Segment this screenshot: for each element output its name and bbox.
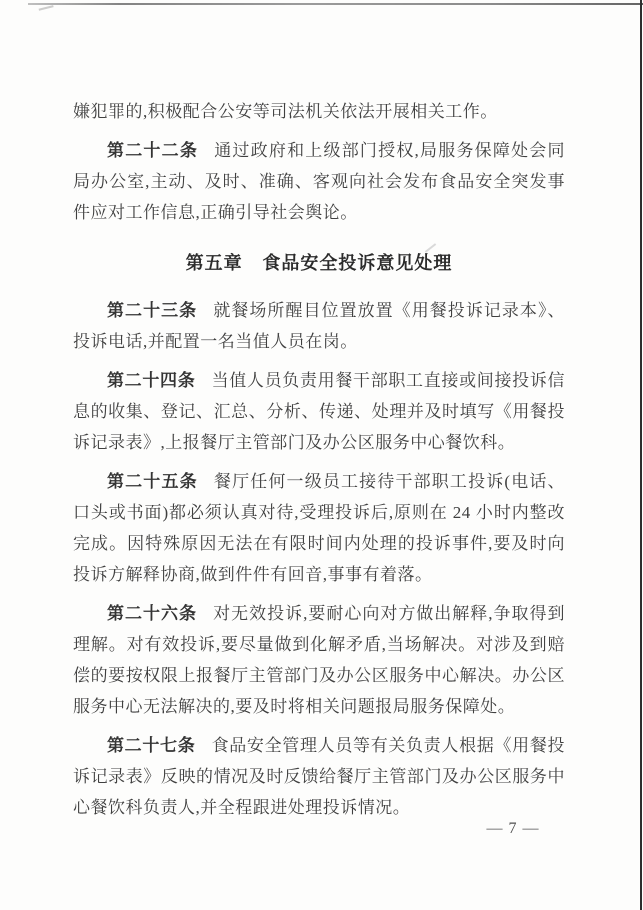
article-27-text: 食品安全管理人员等有关负责人根据《用餐投诉记录表》反映的情况及时反馈给餐厅主管部门及办公区服务中心餐饮科负责人,并全程跟进处理投诉情况。 xyxy=(73,736,566,817)
scan-artifact-top-line xyxy=(28,3,643,5)
continuation-text: 嫌犯罪的,积极配合公安等司法机关依法开展相关工作。 xyxy=(73,102,498,121)
chapter-heading xyxy=(73,248,565,279)
scan-artifact-right-edge-line xyxy=(640,0,642,910)
article-26-number: 第二十六条 xyxy=(107,604,197,623)
article-23-text: 就餐场所醒目位置放置《用餐投诉记录本》、投诉电话,并配置一名当值人员在岗。 xyxy=(73,301,566,351)
article-24-text: 当值人员负责用餐干部职工直接或间接投诉信息的收集、登记、汇总、分析、传递、处理并及时填写《用餐投诉记录表》,上报餐厅主管部门及办公区服务中心餐饮科。 xyxy=(73,371,566,452)
chapter-label: 第五章 xyxy=(185,253,243,273)
article-22-text: 通过政府和上级部门授权,局服务保障处会同局办公室,主动、及时、准确、客观向社会发布食品安全突发事件应对工作信息,正确引导社会舆论。 xyxy=(73,141,566,222)
article-25-number: 第二十五条 xyxy=(107,472,198,491)
document-content xyxy=(73,96,565,823)
article-22-number: 第二十二条 xyxy=(107,141,199,160)
paragraph-article-25 xyxy=(73,466,565,590)
article-27-number: 第二十七条 xyxy=(107,736,196,755)
paragraph-article-23 xyxy=(73,295,565,357)
scan-artifact-corner-mark xyxy=(37,0,53,10)
article-23-number: 第二十三条 xyxy=(107,301,198,320)
paragraph-article-22 xyxy=(73,135,565,228)
article-26-text: 对无效投诉,要耐心向对方做出解释,争取得到理解。对有效投诉,要尽量做到化解矛盾,当场解决。对涉及到赔偿的要按权限上报餐厅主管部门及办公区服务中心解决。办公区服务中心无法解决的,要及时将相关问题报局服务保障处。 xyxy=(73,604,566,716)
chapter-title: 食品安全投诉意见处理 xyxy=(262,253,453,273)
paragraph-continuation xyxy=(73,96,565,127)
article-24-number: 第二十四条 xyxy=(107,371,196,390)
page-number: — 7 — xyxy=(486,820,540,837)
paragraph-article-26 xyxy=(73,598,565,722)
paragraph-article-24 xyxy=(73,365,565,458)
article-25-text: 餐厅任何一级员工接待干部职工投诉(电话、口头或书面)都必须认真对待,受理投诉后,原则在 24 小时内整改完成。因特殊原因无法在有限时间内处理的投诉事件,要及时向投诉方解释协商,做到件件有回音,事事有着落。 xyxy=(73,472,566,584)
paragraph-article-27 xyxy=(73,730,565,823)
